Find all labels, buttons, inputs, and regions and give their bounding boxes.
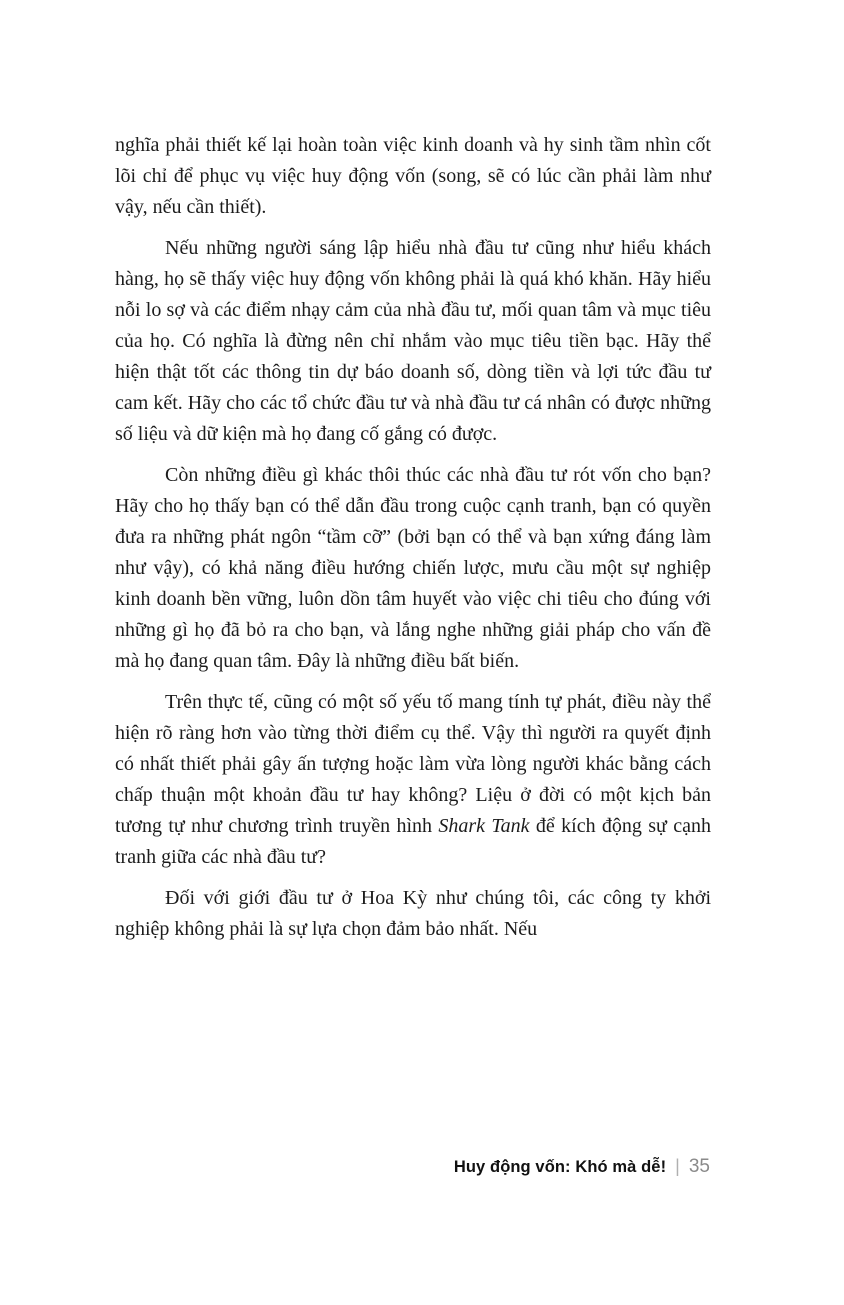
paragraph (115, 883, 711, 945)
footer-separator: | (675, 1156, 680, 1176)
body-text: Còn những điều gì khác thôi thúc các nhà đầu tư rót vốn cho bạn? Hãy cho họ thấy bạn có thể dẫn đầu trong cuộc cạnh tranh, bạn có quyền đưa ra những phát ngôn “tầm cỡ” (bởi bạn có thể và bạn xứng đáng làm như vậy), có khả năng điều hướng chiến lược, mưu cầu một sự nghiệp kinh doanh bền vững, luôn dồn tâm huyết vào việc chi tiêu cho đúng với những gì họ đã bỏ ra cho bạn, và lắng nghe những giải pháp cho vấn đề mà họ đang quan tâm. Đây là những điều bất biến. (115, 464, 711, 672)
page-number: 35 (688, 1156, 710, 1177)
body-text: Nếu những người sáng lập hiểu nhà đầu tư cũng như hiểu khách hàng, họ sẽ thấy việc huy động vốn không phải là quá khó khăn. Hãy hiểu nỗi lo sợ và các điểm nhạy cảm của nhà đầu tư, mối quan tâm và mục tiêu của họ. Có nghĩa là đừng nên chỉ nhắm vào mục tiêu tiền bạc. Hãy thể hiện thật tốt các thông tin dự báo doanh số, dòng tiền và lợi tức đầu tư cam kết. Hãy cho các tổ chức đầu tư và nhà đầu tư cá nhân có được những số liệu và dữ kiện mà họ đang cố gắng có được. (115, 237, 711, 445)
paragraph (115, 130, 711, 223)
body-text: Trên thực tế, cũng có một số yếu tố mang tính tự phát, điều này thể hiện rõ ràng hơn vào từng thời điểm cụ thể. Vậy thì người ra quyết định có nhất thiết phải gây ấn tượng hoặc làm vừa lòng người khác bằng cách chấp thuận một khoản đầu tư hay không? Liệu ở đời có một kịch bản tương tự như chương trình truyền hình (115, 691, 711, 837)
paragraph (115, 233, 711, 450)
page-footer (454, 1156, 710, 1178)
body-text: Đối với giới đầu tư ở Hoa Kỳ như chúng tôi, các công ty khởi nghiệp không phải là sự lựa chọn đảm bảo nhất. Nếu (115, 887, 711, 940)
body-text: nghĩa phải thiết kế lại hoàn toàn việc kinh doanh và hy sinh tầm nhìn cốt lõi chỉ để phục vụ việc huy động vốn (song, sẽ có lúc cần phải làm như vậy, nếu cần thiết). (115, 134, 711, 218)
paragraph (115, 687, 711, 873)
body-text: để kích động sự cạnh tranh giữa các nhà đầu tư? (115, 815, 711, 868)
paragraph (115, 460, 711, 677)
page-text (115, 130, 711, 955)
italic-text: Shark Tank (438, 815, 530, 837)
running-title: Huy động vốn: Khó mà dễ! (453, 1158, 667, 1176)
